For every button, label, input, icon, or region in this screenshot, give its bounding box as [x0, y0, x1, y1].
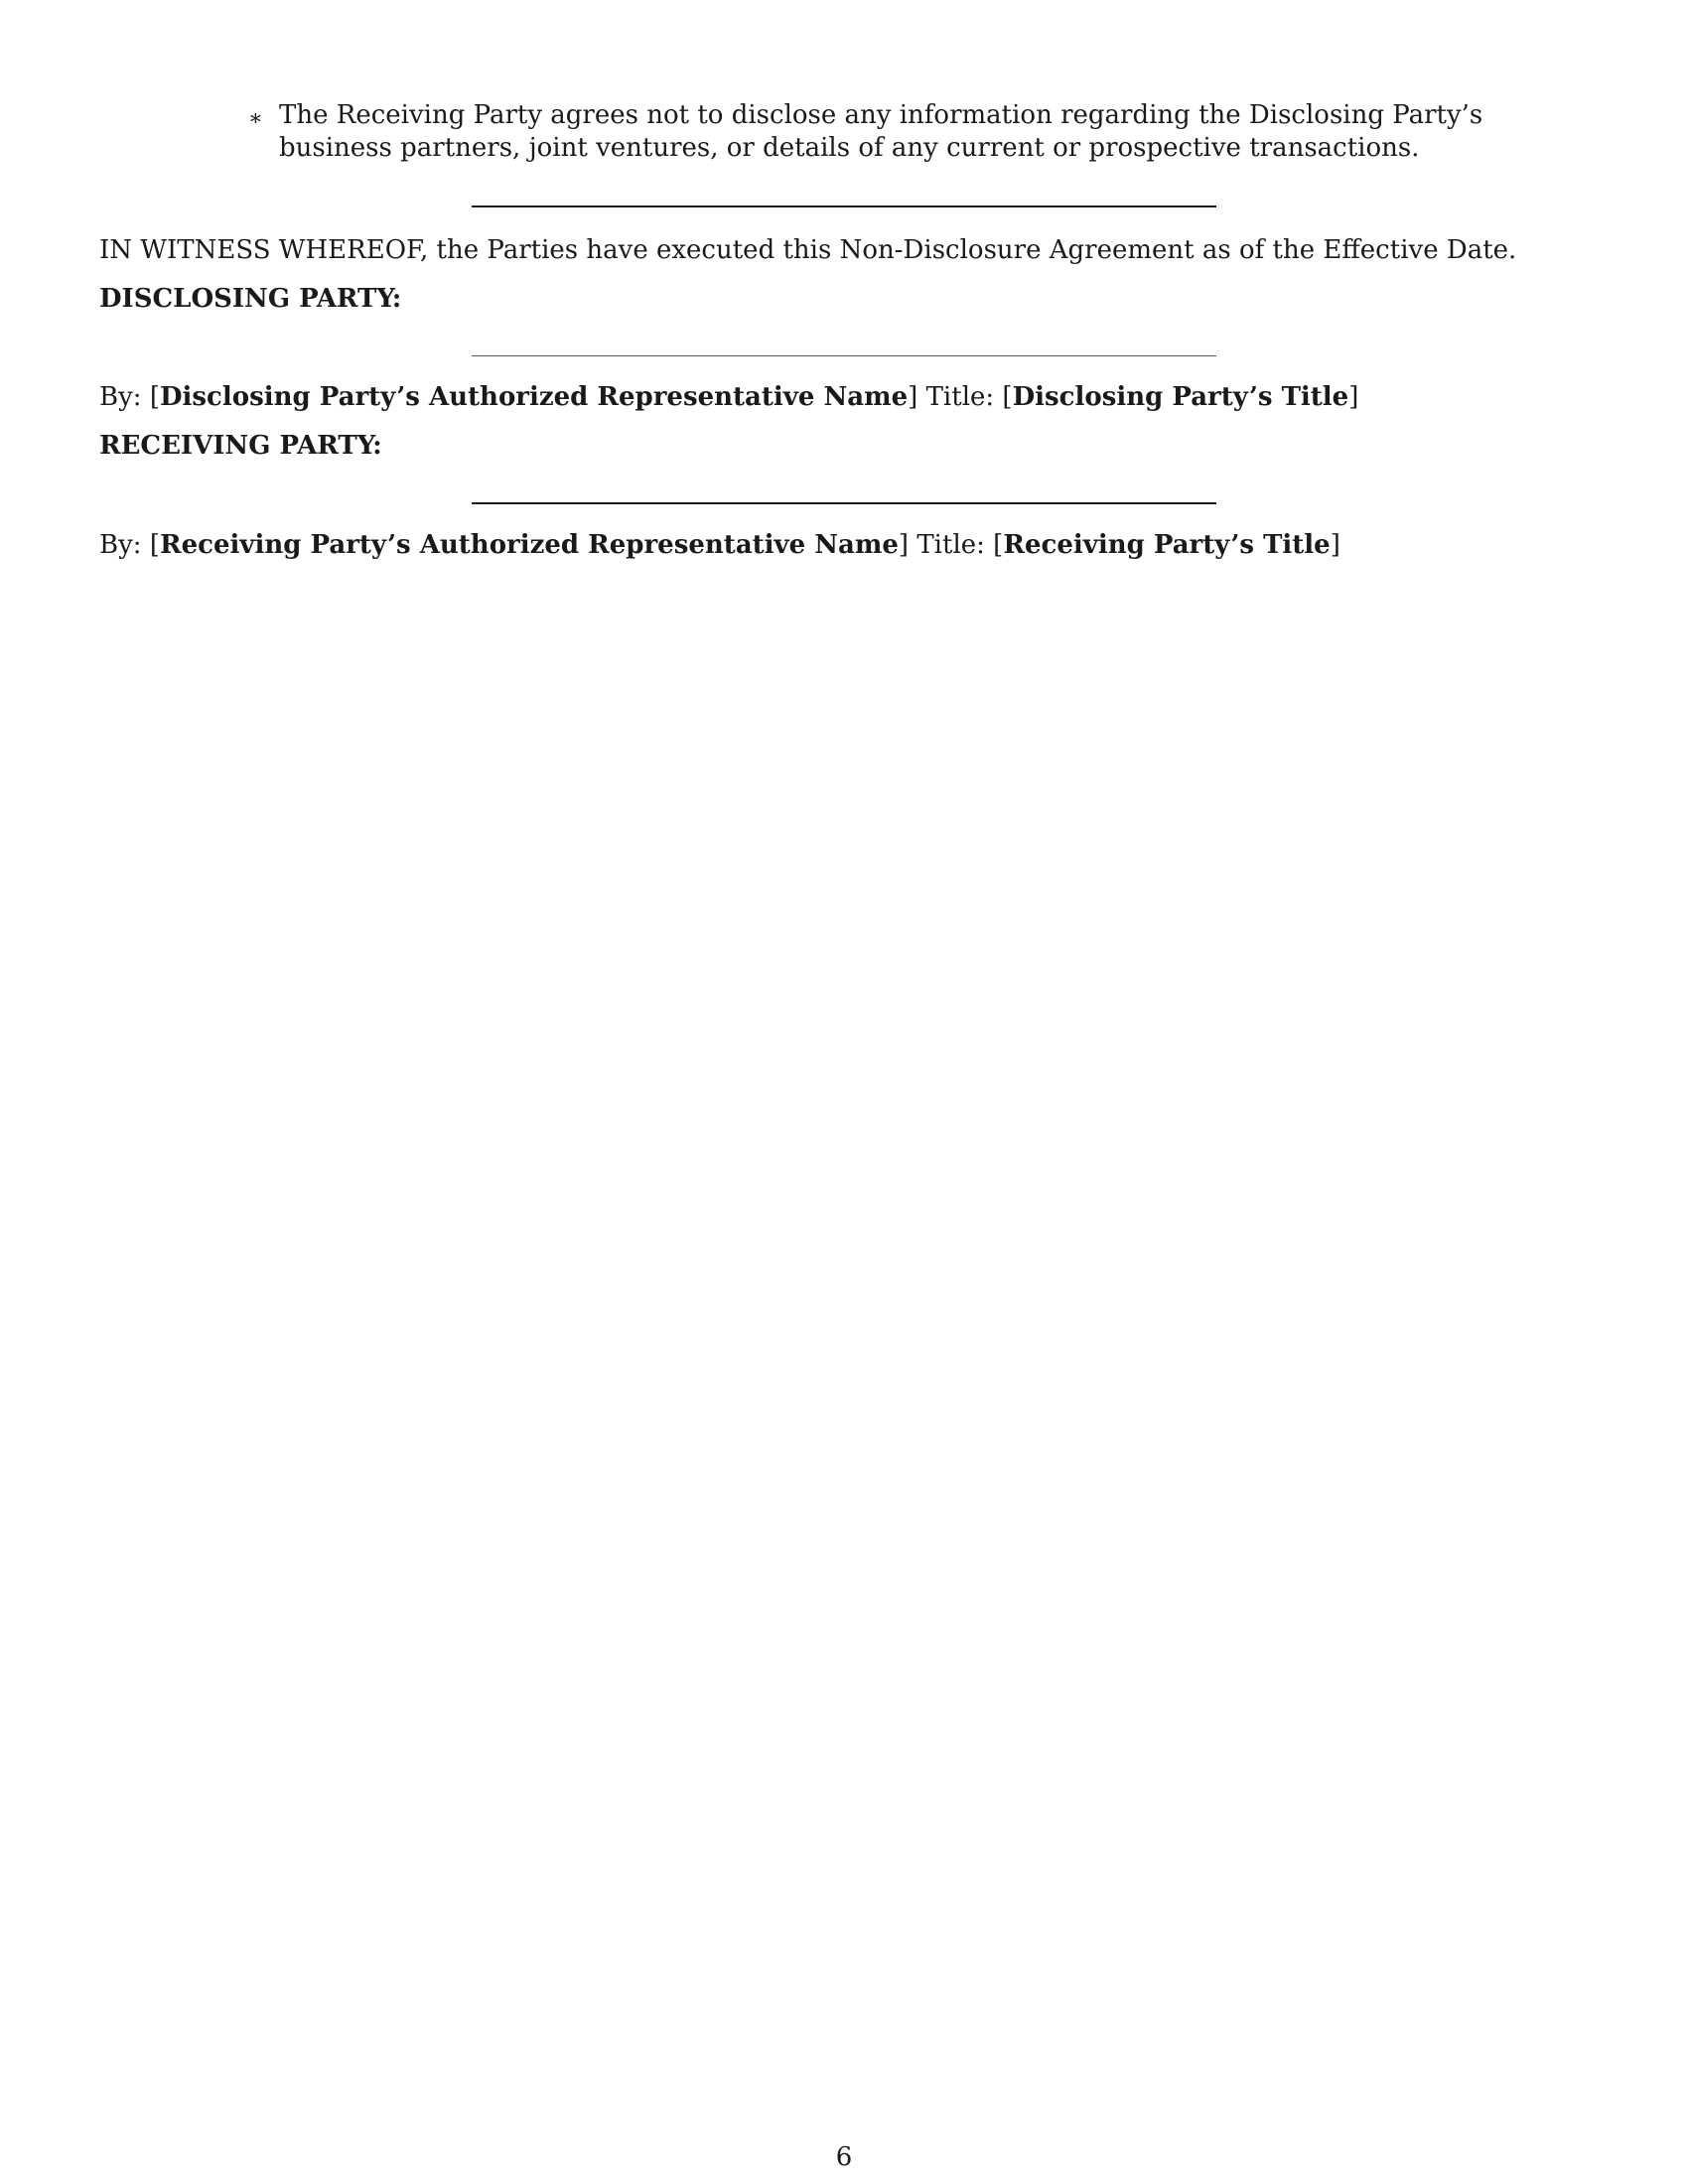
- representative-name-placeholder: Receiving Party’s Authorized Representative Name: [159, 530, 899, 560]
- receiving-party-heading: RECEIVING PARTY:: [99, 431, 382, 461]
- disclosing-signature-block: By: [Disclosing Party’s Authorized Representative Name] Title: [Disclosing Party’s Title]: [99, 382, 1359, 412]
- receiving-signature-line: [472, 502, 1216, 504]
- title-placeholder: Disclosing Party’s Title: [1012, 382, 1349, 412]
- bullet-text: The Receiving Party agrees not to disclose any information regarding the Disclosing Party’s business partners, joint ventures, or details of any current or prospective transactions.: [279, 100, 1483, 163]
- receiving-signature-block: By: [Receiving Party’s Authorized Representative Name] Title: [Receiving Party’s Title]: [99, 530, 1340, 560]
- disclosing-signature-line: [472, 355, 1216, 356]
- title-label: Title:: [916, 530, 985, 560]
- page-number: 6: [835, 2142, 853, 2172]
- title-placeholder: Receiving Party’s Title: [1003, 530, 1331, 560]
- representative-name-placeholder: Disclosing Party’s Authorized Representative Name: [159, 382, 909, 412]
- title-label: Title:: [925, 382, 995, 412]
- by-label: By:: [99, 382, 142, 412]
- section-divider: [472, 205, 1216, 207]
- disclosing-party-heading: DISCLOSING PARTY:: [99, 284, 402, 314]
- witness-statement: IN WITNESS WHEREOF, the Parties have executed this Non-Disclosure Agreement as of the Effective Date.: [99, 235, 1517, 265]
- bullet-marker: ∗: [248, 106, 263, 131]
- by-label: By:: [99, 530, 142, 560]
- list-item: [248, 99, 1599, 165]
